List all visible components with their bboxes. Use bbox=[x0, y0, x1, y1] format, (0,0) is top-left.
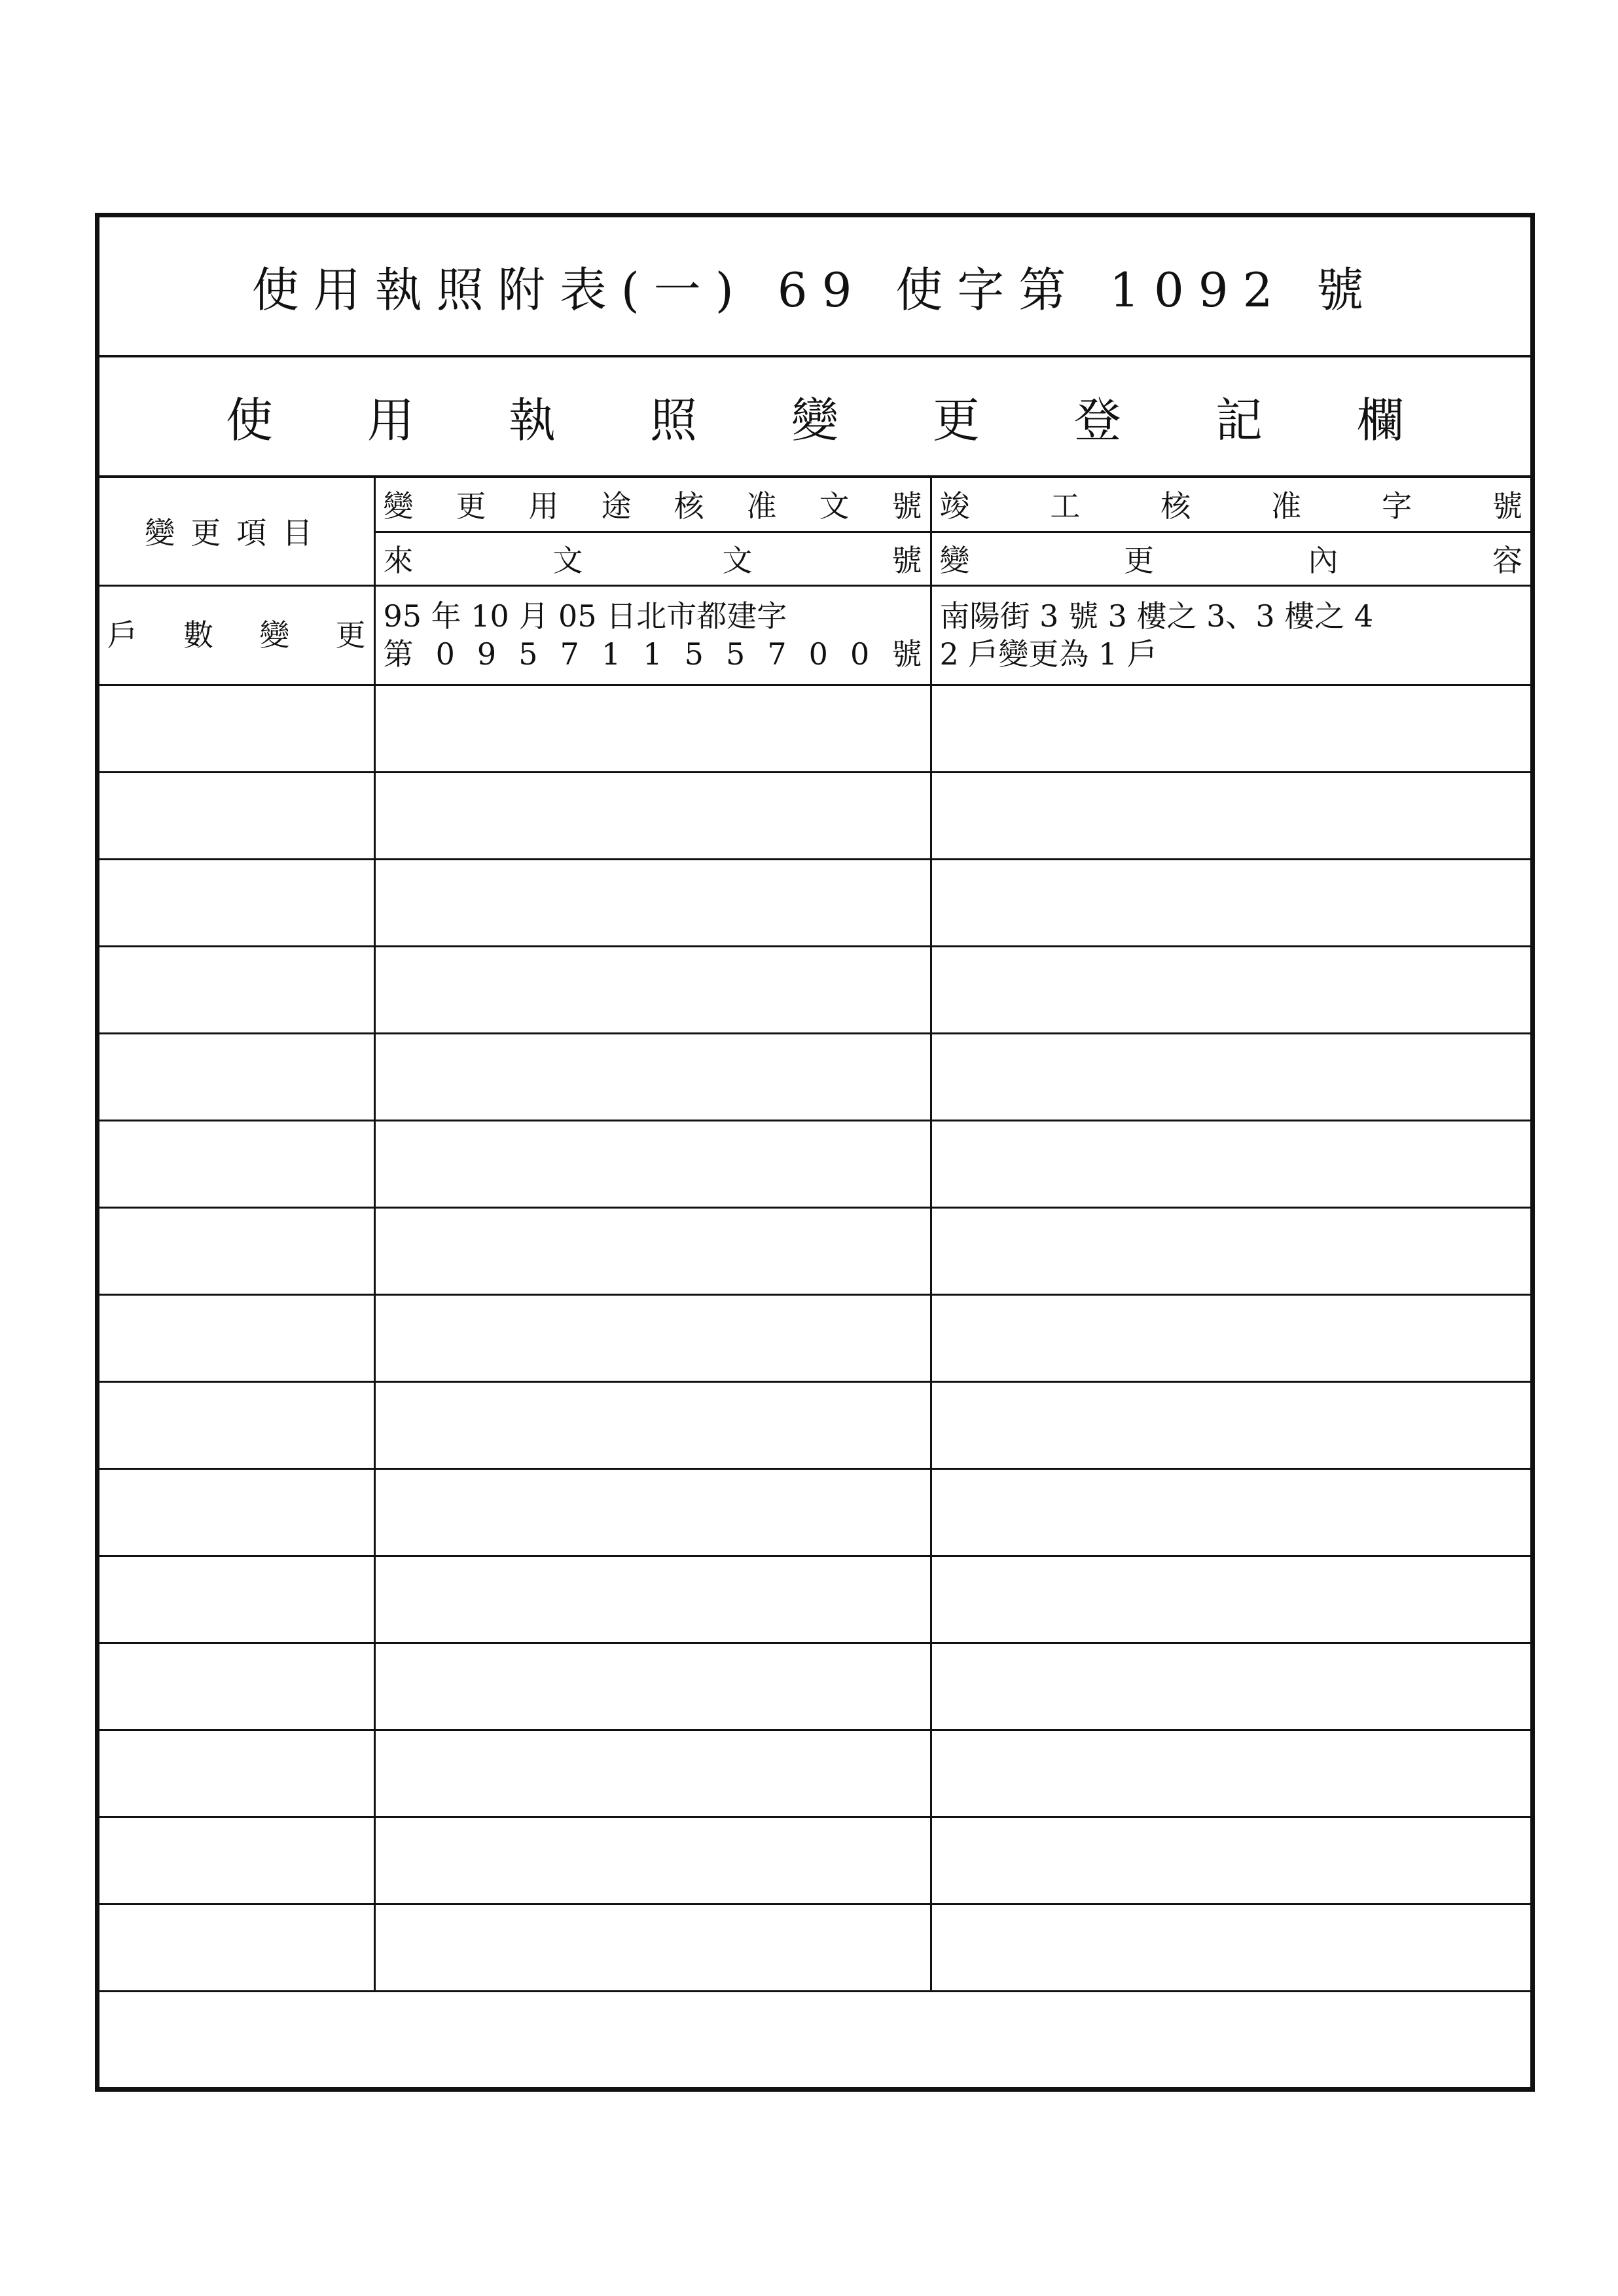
header-char: 核 bbox=[674, 488, 704, 524]
empty-cell bbox=[931, 685, 1530, 772]
doc-number-char: 0 bbox=[850, 636, 870, 672]
empty-table-row bbox=[99, 1817, 1530, 1904]
doc-number-char: 0 bbox=[808, 636, 828, 672]
subtitle-char: 更 bbox=[932, 393, 980, 448]
header-char: 號 bbox=[1492, 488, 1522, 524]
empty-cell bbox=[99, 685, 374, 772]
header-char: 文 bbox=[722, 543, 753, 578]
empty-cell bbox=[374, 1904, 931, 1991]
empty-cell bbox=[931, 859, 1530, 946]
empty-cell bbox=[931, 1817, 1530, 1904]
empty-cell bbox=[931, 1381, 1530, 1468]
doc-number-line bbox=[384, 635, 922, 673]
content-line: 2 戶變更為 1 戶 bbox=[939, 636, 1157, 672]
doc-number-cell bbox=[374, 585, 931, 685]
empty-table-row bbox=[99, 772, 1530, 859]
empty-cell bbox=[931, 1643, 1530, 1730]
doc-number-char: 第 bbox=[383, 636, 414, 672]
empty-cell bbox=[99, 1817, 374, 1904]
subtitle-char: 登 bbox=[1073, 393, 1121, 448]
empty-cell bbox=[99, 1033, 374, 1120]
empty-cell bbox=[374, 1468, 931, 1556]
header-char: 核 bbox=[1160, 488, 1191, 524]
empty-cell bbox=[931, 1120, 1530, 1207]
empty-cell bbox=[99, 859, 374, 946]
empty-table-row bbox=[99, 1294, 1530, 1381]
empty-cell bbox=[374, 1730, 931, 1817]
header-change-item: 變更項目 bbox=[99, 478, 374, 585]
content-line: 南陽街 3 號 3 樓之 3、3 樓之 4 bbox=[939, 598, 1374, 634]
empty-table-row bbox=[99, 1120, 1530, 1207]
empty-table-row bbox=[99, 859, 1530, 946]
doc-number-char: 號 bbox=[891, 636, 922, 672]
empty-cell bbox=[374, 1207, 931, 1294]
empty-table-row bbox=[99, 685, 1530, 772]
header-char: 竣 bbox=[939, 488, 970, 524]
header-char: 用 bbox=[528, 488, 559, 524]
header-row-1 bbox=[99, 478, 1530, 532]
empty-cell bbox=[931, 1730, 1530, 1817]
empty-cell bbox=[374, 685, 931, 772]
empty-cell bbox=[99, 1294, 374, 1381]
empty-cell bbox=[374, 1643, 931, 1730]
header-char: 途 bbox=[601, 488, 632, 524]
change-content-cell bbox=[931, 585, 1530, 685]
header-char: 更 bbox=[456, 488, 486, 524]
empty-table-row bbox=[99, 1904, 1530, 1991]
empty-cell bbox=[99, 772, 374, 859]
doc-number-char: 5 bbox=[518, 636, 538, 672]
doc-number-char: 0 bbox=[435, 636, 455, 672]
doc-number-char: 7 bbox=[560, 636, 579, 672]
change-registration-form bbox=[95, 213, 1535, 2092]
empty-cell bbox=[99, 1643, 374, 1730]
empty-table-row bbox=[99, 1468, 1530, 1556]
subtitle-char: 照 bbox=[649, 393, 697, 448]
empty-table-row bbox=[99, 946, 1530, 1033]
doc-number-char: 9 bbox=[476, 636, 497, 672]
header-char: 准 bbox=[746, 488, 777, 524]
doc-number-char: 1 bbox=[601, 636, 621, 672]
change-item-char: 變 bbox=[259, 617, 290, 653]
empty-cell bbox=[374, 946, 931, 1033]
doc-number-char: 7 bbox=[767, 636, 787, 672]
subtitle-char: 用 bbox=[367, 393, 414, 448]
empty-cell bbox=[931, 1207, 1530, 1294]
empty-cell bbox=[931, 1033, 1530, 1120]
doc-number-char: 5 bbox=[684, 636, 704, 672]
header-char: 更 bbox=[1124, 543, 1154, 578]
subtitle-char: 變 bbox=[791, 393, 838, 448]
doc-date-line: 95 年 10 月 05 日北市都建字 bbox=[383, 598, 787, 634]
header-char: 字 bbox=[1382, 488, 1412, 524]
empty-cell bbox=[99, 1120, 374, 1207]
empty-cell bbox=[99, 1556, 374, 1643]
empty-cell bbox=[374, 1294, 931, 1381]
header-char: 來 bbox=[383, 543, 414, 578]
empty-cell bbox=[99, 1381, 374, 1468]
header-char: 工 bbox=[1050, 488, 1081, 524]
subtitle-char: 執 bbox=[508, 393, 556, 448]
empty-cell bbox=[931, 1904, 1530, 1991]
header-char: 容 bbox=[1492, 543, 1522, 578]
empty-table-row bbox=[99, 1730, 1530, 1817]
empty-cell bbox=[374, 1817, 931, 1904]
empty-cell bbox=[931, 1556, 1530, 1643]
subtitle-char: 使 bbox=[226, 393, 274, 448]
empty-table-row bbox=[99, 1207, 1530, 1294]
empty-cell bbox=[374, 1556, 931, 1643]
header-char: 號 bbox=[891, 543, 922, 578]
header-change-content bbox=[931, 532, 1530, 585]
doc-number-char: 5 bbox=[725, 636, 746, 672]
empty-cell bbox=[374, 1381, 931, 1468]
empty-cell bbox=[931, 1294, 1530, 1381]
empty-cell bbox=[374, 859, 931, 946]
table-row bbox=[99, 585, 1530, 685]
doc-number-char: 1 bbox=[643, 636, 662, 672]
header-completion-number bbox=[931, 478, 1530, 532]
empty-cell bbox=[99, 1730, 374, 1817]
change-item-char: 數 bbox=[183, 617, 214, 653]
empty-cell bbox=[374, 1033, 931, 1120]
header-char: 變 bbox=[383, 488, 414, 524]
header-incoming-doc bbox=[374, 532, 931, 585]
header-approval-doc bbox=[374, 478, 931, 532]
empty-table-row bbox=[99, 1033, 1530, 1120]
empty-table-row bbox=[99, 1643, 1530, 1730]
change-item-cell bbox=[99, 585, 374, 685]
header-char: 號 bbox=[891, 488, 922, 524]
form-title: 使用執照附表(一) 69 使字第 1092 號 bbox=[99, 217, 1530, 357]
change-item-char: 戶 bbox=[107, 617, 137, 653]
subtitle-char: 欄 bbox=[1356, 393, 1404, 448]
header-char: 文 bbox=[552, 543, 583, 578]
form-subtitle bbox=[99, 357, 1530, 478]
change-table bbox=[99, 478, 1530, 1992]
empty-cell bbox=[931, 1468, 1530, 1556]
header-char: 文 bbox=[819, 488, 850, 524]
subtitle-char: 記 bbox=[1215, 393, 1263, 448]
empty-cell bbox=[99, 1904, 374, 1991]
empty-cell bbox=[99, 1468, 374, 1556]
header-char: 變 bbox=[939, 543, 970, 578]
header-char: 准 bbox=[1271, 488, 1302, 524]
empty-cell bbox=[99, 946, 374, 1033]
empty-table-row bbox=[99, 1381, 1530, 1468]
empty-cell bbox=[931, 946, 1530, 1033]
empty-table-row bbox=[99, 1556, 1530, 1643]
empty-cell bbox=[374, 772, 931, 859]
empty-cell bbox=[374, 1120, 931, 1207]
header-char: 內 bbox=[1308, 543, 1339, 578]
change-item-char: 更 bbox=[335, 617, 366, 653]
subtitle-text bbox=[226, 382, 1404, 450]
empty-cell bbox=[931, 772, 1530, 859]
empty-cell bbox=[99, 1207, 374, 1294]
